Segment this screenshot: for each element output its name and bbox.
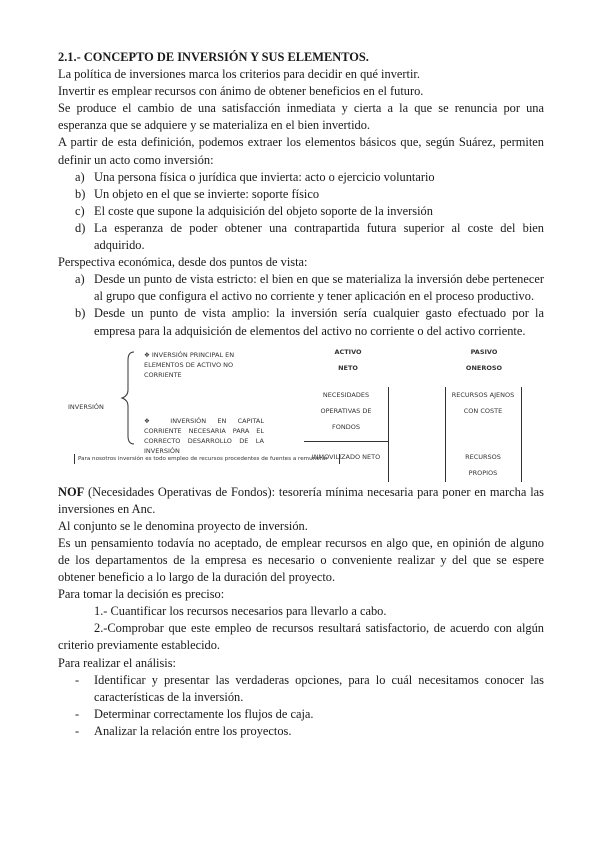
divider — [388, 387, 389, 482]
paragraph: Para realizar el análisis: — [58, 655, 176, 670]
paragraph: Es un pensamiento todavía no aceptado, de emplear recursos en algo que, en opinión de alguno de los departamentos de la empresa es necesario o conveniente realizar y del que se espere obtener beneficio a lo largo de la duración del proyecto. — [58, 535, 544, 585]
list-item: a) Desde un punto de vista estricto: el bien en que se materializa la inversión debe pertenecer al grupo que configura el activo no corriente y tener aplicación en el proceso productivo. — [75, 272, 544, 304]
list-item: b) Un objeto en el que se invierte: soporte físico — [75, 186, 320, 201]
paragraph: A partir de esta definición, podemos extraer los elementos básicos que, según Suárez, permiten definir un acto como inversión: — [58, 135, 544, 167]
divider — [445, 387, 446, 482]
investment-diagram — [58, 342, 544, 482]
definition-note: Para nosotros inversión es todo empleo de recursos procedentes de fuentes a remunerar — [74, 454, 340, 464]
root-label: INVERSIÓN — [68, 402, 104, 411]
recursos-propios-cell: RECURSOS PROPIOS — [465, 452, 501, 477]
list-item: a) Una persona física o jurídica que invierta: acto o ejercicio voluntario — [75, 169, 435, 184]
list-item: - Determinar correctamente los flujos de caja. — [75, 706, 314, 721]
brace-icon — [118, 350, 138, 450]
list-item: b) Desde un punto de vista amplio: la inversión sería cualquier gasto efectuado por la empresa para la adquisición de elementos del activo no corriente o del activo corriente. — [75, 306, 544, 338]
paragraph: Perspectiva económica, desde dos puntos de vista: — [58, 255, 308, 270]
paragraph: Para tomar la decisión es preciso: — [58, 587, 225, 602]
divider — [304, 441, 389, 442]
pasivo-header: PASIVO ONEROSO — [465, 347, 503, 372]
activo-header: ACTIVO NETO — [334, 347, 362, 372]
inmovilizado-cell: INMOVILIZADO NETO — [311, 452, 381, 461]
elements-list — [58, 169, 544, 254]
branch-principal: ❖ INVERSIÓN PRINCIPAL EN ELEMENTOS DE ACTIVO NO CORRIENTE — [144, 350, 235, 379]
list-item: d) La esperanza de poder obtener una contrapartida futura superior al coste del bien adquirido. — [75, 220, 544, 253]
recursos-ajenos-cell: RECURSOS AJENOS CON COSTE — [451, 390, 515, 415]
divider — [521, 387, 522, 482]
paragraph: Al conjunto se le denomina proyecto de inversión. — [58, 518, 308, 533]
paragraph: NOF (Necesidades Operativas de Fondos): tesorería mínima necesaria para poner en marcha las inversiones en Anc. — [58, 484, 544, 516]
list-item: - Identificar y presentar las verdaderas opciones, para lo cuál necesitamos conocer las características de la inversión. — [75, 672, 544, 704]
nof-cell: NECESIDADES OPERATIVAS DE FONDOS — [320, 390, 372, 431]
paragraph: Invertir es emplear recursos con ánimo de obtener beneficios en el futuro. — [58, 84, 424, 99]
step: 2.-Comprobar que este empleo de recursos resultará satisfactorio, de acuerdo con algún criterio previamente establecido. — [58, 621, 544, 653]
list-item: - Analizar la relación entre los proyectos. — [75, 723, 292, 738]
analysis-list — [58, 672, 544, 740]
branch-capital: ❖ INVERSIÓN EN CAPITAL CORRIENTE NECESARIA PARA EL CORRECTO DESARROLLO DE LA INVERSIÓN — [144, 416, 264, 455]
list-item: c) El coste que supone la adquisición del objeto soporte de la inversión — [75, 203, 433, 218]
perspective-list — [58, 271, 544, 339]
paragraph: La política de inversiones marca los criterios para decidir en qué invertir. — [58, 67, 420, 82]
paragraph: Se produce el cambio de una satisfacción inmediata y cierta a la que se renuncia por una esperanza que se adquiere y se materializa en el bien invertido. — [58, 101, 544, 133]
step: 1.- Cuantificar los recursos necesarios para llevarlo a cabo. — [94, 604, 387, 619]
section-title: 2.1.- CONCEPTO DE INVERSIÓN Y SUS ELEMENTOS. — [58, 50, 369, 64]
